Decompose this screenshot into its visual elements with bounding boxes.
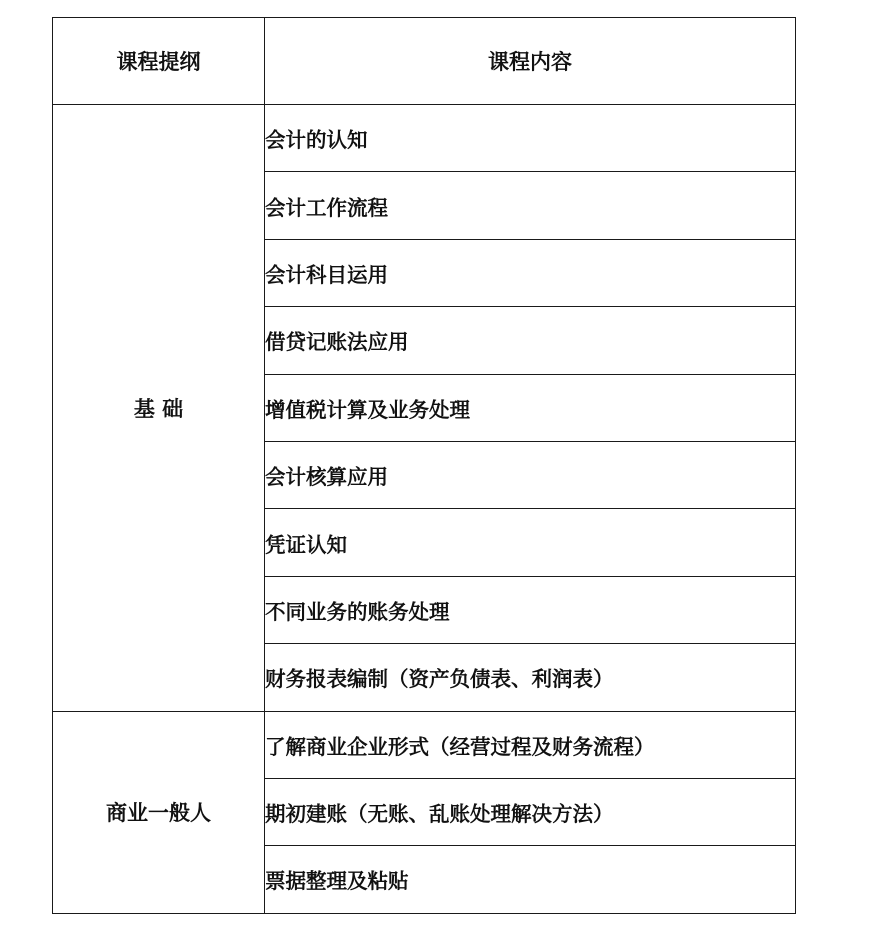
- content-cell: 票据整理及粘贴: [265, 846, 796, 913]
- content-cell: 不同业务的账务处理: [265, 576, 796, 643]
- course-outline-table: [52, 17, 796, 914]
- content-cell: 会计的认知: [265, 105, 796, 172]
- table-row: [53, 711, 796, 778]
- content-cell: 会计核算应用: [265, 441, 796, 508]
- table-header-row: [53, 18, 796, 105]
- content-cell: 凭证认知: [265, 509, 796, 576]
- table-row: [53, 105, 796, 172]
- content-cell: 增值税计算及业务处理: [265, 374, 796, 441]
- header-course-content: 课程内容: [265, 18, 796, 105]
- content-cell: 了解商业企业形式（经营过程及财务流程）: [265, 711, 796, 778]
- course-outline-table-container: [52, 17, 796, 914]
- content-cell: 会计科目运用: [265, 239, 796, 306]
- content-cell: 会计工作流程: [265, 172, 796, 239]
- category-cell-general-taxpayer: 商业一般人: [53, 711, 265, 913]
- content-cell: 期初建账（无账、乱账处理解决方法）: [265, 778, 796, 845]
- content-cell: 财务报表编制（资产负债表、利润表）: [265, 644, 796, 711]
- header-course-outline: 课程提纲: [53, 18, 265, 105]
- category-cell-basics: 基 础: [53, 105, 265, 712]
- content-cell: 借贷记账法应用: [265, 307, 796, 374]
